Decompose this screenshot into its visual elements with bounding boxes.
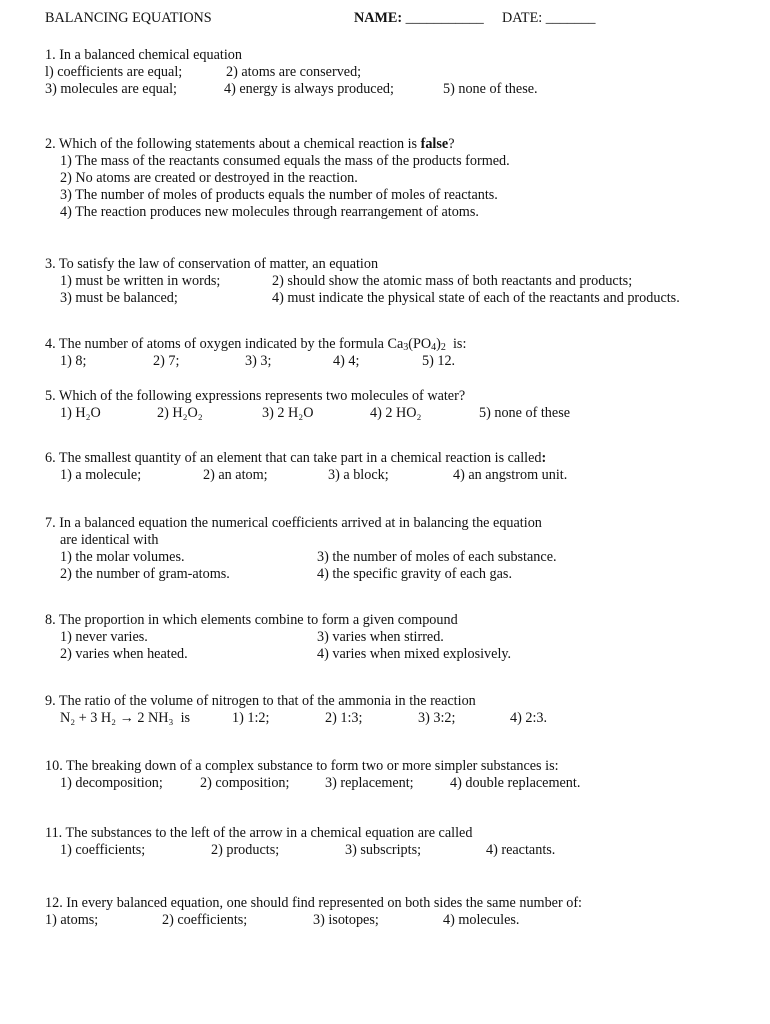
name-blank[interactable]: ___________ — [405, 10, 484, 26]
question-5 — [45, 388, 745, 422]
question-stem-continued: are identical with — [60, 532, 159, 548]
answer-option[interactable]: 4) The reaction produces new molecules through rearrangement of atoms. — [60, 204, 479, 220]
question-stem: 5. Which of the following expressions represents two molecules of water? — [45, 388, 466, 404]
question-10 — [45, 758, 745, 792]
answer-option[interactable]: 1) a molecule; — [60, 467, 142, 483]
question-stem: 8. The proportion in which elements combine to form a given compound — [45, 612, 458, 628]
question-stem: 12. In every balanced equation, one should find represented on both sides the same number of: — [45, 895, 582, 911]
answer-option[interactable]: 1) never varies. — [60, 629, 148, 645]
date-field[interactable] — [502, 10, 595, 27]
question-2 — [45, 136, 745, 221]
answer-option[interactable]: 3) 3:2; — [418, 710, 456, 726]
question-stem: 9. The ratio of the volume of nitrogen to that of the ammonia in the reaction — [45, 693, 476, 709]
worksheet-title: BALANCING EQUATIONS — [45, 10, 212, 26]
answer-option[interactable]: 4) energy is always produced; — [224, 81, 394, 97]
answer-option[interactable]: 4) the specific gravity of each gas. — [317, 566, 512, 582]
answer-option[interactable]: 1) coefficients; — [60, 842, 146, 858]
answer-option[interactable]: 4) 2 HO₂ — [370, 405, 422, 421]
answer-option[interactable]: 1) The mass of the reactants consumed equals the mass of the products formed. — [60, 153, 510, 169]
question-8 — [45, 612, 745, 663]
reaction-equation: N₂ + 3 H₂ → 2 NH₃ is — [60, 710, 191, 726]
question-6 — [45, 450, 745, 484]
answer-option[interactable]: 4) double replacement. — [450, 775, 581, 791]
answer-option[interactable]: 2) No atoms are created or destroyed in the reaction. — [60, 170, 358, 186]
answer-option[interactable]: 2) H₂O₂ — [157, 405, 203, 421]
answer-option[interactable]: 4) varies when mixed explosively. — [317, 646, 512, 662]
name-label: NAME: — [354, 10, 403, 26]
question-stem: 2. Which of the following statements about a chemical reaction is false? — [45, 136, 455, 152]
answer-option[interactable]: 4) molecules. — [443, 912, 520, 928]
answer-option[interactable]: l) coefficients are equal; — [45, 64, 183, 80]
answer-option[interactable]: 3) molecules are equal; — [45, 81, 177, 97]
answer-option[interactable]: 1) the molar volumes. — [60, 549, 185, 565]
answer-option[interactable]: 1) 8; — [60, 353, 87, 369]
answer-option[interactable]: 4) must indicate the physical state of each of the reactants and products. — [272, 290, 680, 306]
answer-option[interactable]: 4) an angstrom unit. — [453, 467, 568, 483]
answer-option[interactable]: 3) the number of moles of each substance. — [317, 549, 557, 565]
answer-option[interactable]: 1) atoms; — [45, 912, 99, 928]
question-12 — [45, 895, 745, 929]
answer-option[interactable]: 5) 12. — [422, 353, 456, 369]
answer-option[interactable]: 5) none of these — [479, 405, 571, 421]
question-stem: 3. To satisfy the law of conservation of matter, an equation — [45, 256, 379, 272]
answer-option[interactable]: 2) the number of gram-atoms. — [60, 566, 230, 582]
answer-option[interactable]: 3) subscripts; — [345, 842, 422, 858]
answer-option[interactable]: 3) must be balanced; — [60, 290, 178, 306]
answer-option[interactable]: 1) must be written in words; — [60, 273, 221, 289]
answer-option[interactable]: 2) varies when heated. — [60, 646, 188, 662]
answer-option[interactable]: 1) H₂O — [60, 405, 101, 421]
emphasis-false: false — [420, 136, 449, 152]
answer-option[interactable]: 1) 1:2; — [232, 710, 270, 726]
question-stem: 7. In a balanced equation the numerical coefficients arrived at in balancing the equation — [45, 515, 542, 531]
question-stem: 11. The substances to the left of the arrow in a chemical equation are called — [45, 825, 473, 841]
answer-option[interactable]: 3) isotopes; — [313, 912, 379, 928]
question-11 — [45, 825, 745, 859]
answer-option[interactable]: 2) 1:3; — [325, 710, 363, 726]
answer-option[interactable]: 1) decomposition; — [60, 775, 163, 791]
answer-option[interactable]: 5) none of these. — [443, 81, 538, 97]
name-field[interactable] — [354, 10, 484, 27]
answer-option[interactable]: 3) replacement; — [325, 775, 414, 791]
question-4 — [45, 336, 745, 370]
answer-option[interactable]: 3) varies when stirred. — [317, 629, 444, 645]
answer-option[interactable]: 3) 3; — [245, 353, 272, 369]
question-1 — [45, 47, 745, 98]
answer-option[interactable]: 3) The number of moles of products equals the number of moles of reactants. — [60, 187, 498, 203]
answer-option[interactable]: 2) products; — [211, 842, 280, 858]
question-stem: 6. The smallest quantity of an element that can take part in a chemical reaction is called: — [45, 450, 547, 466]
answer-option[interactable]: 4) reactants. — [486, 842, 556, 858]
answer-option[interactable]: 4) 4; — [333, 353, 360, 369]
answer-option[interactable]: 3) 2 H₂O — [262, 405, 314, 421]
answer-option[interactable]: 2) should show the atomic mass of both reactants and products; — [272, 273, 633, 289]
answer-option[interactable]: 4) 2:3. — [510, 710, 548, 726]
question-9 — [45, 693, 745, 727]
question-stem: 1. In a balanced chemical equation — [45, 47, 242, 63]
answer-option[interactable]: 2) atoms are conserved; — [226, 64, 362, 80]
answer-option[interactable]: 2) an atom; — [203, 467, 268, 483]
question-3 — [45, 256, 755, 307]
date-label: DATE: — [502, 10, 543, 26]
question-7 — [45, 515, 745, 583]
answer-option[interactable]: 2) 7; — [153, 353, 180, 369]
answer-option[interactable]: 2) coefficients; — [162, 912, 248, 928]
answer-option[interactable]: 2) composition; — [200, 775, 290, 791]
question-stem: 4. The number of atoms of oxygen indicated by the formula $Ca_3(PO_4)_2$ is: — [45, 336, 467, 353]
answer-option[interactable]: 3) a block; — [328, 467, 389, 483]
date-blank[interactable]: _______ — [545, 10, 596, 26]
question-stem: 10. The breaking down of a complex substance to form two or more simpler substances is: — [45, 758, 559, 774]
